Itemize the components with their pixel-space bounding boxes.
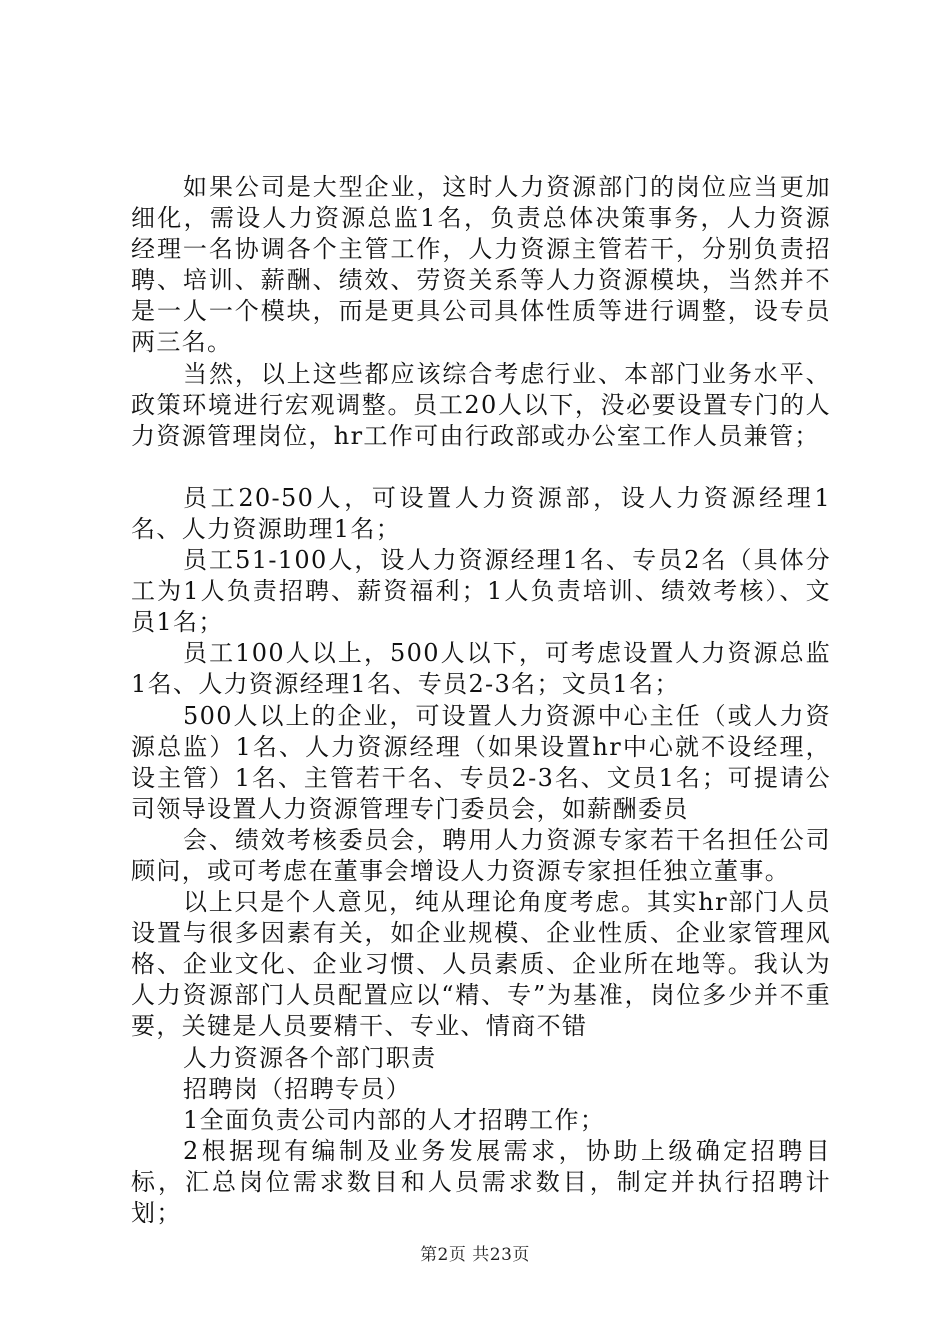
paragraph-staff-100-500: 员工100人以上，500人以下，可考虑设置人力资源总监1名、人力资源经理1名、专员2-3名；文员1名； <box>131 639 831 699</box>
section-heading-hr-duties: 人力资源各个部门职责 <box>183 1043 437 1072</box>
paragraph-macro-adjustment: 当然，以上这些都应该综合考虑行业、本部门业务水平、政策环境进行宏观调整。员工20人以下，没必要设置专门的人力资源管理岗位，hr工作可由行政部或办公室工作人员兼管； <box>131 359 831 450</box>
paragraph-staff-20-50: 员工20-50人，可设置人力资源部，设人力资源经理1名、人力资源助理1名； <box>131 483 831 543</box>
paragraph-committee-continued: 会、绩效考核委员会，聘用人力资源专家若干名担任公司顾问，或可考虑在董事会增设人力资源专家担任独立董事。 <box>131 825 831 885</box>
paragraph-spacer <box>131 452 831 483</box>
paragraph-staff-51-100: 员工51-100人，设人力资源经理1名、专员2名（具体分工为1人负责招聘、薪资福利；1人负责培训、绩效考核）、文员1名； <box>131 546 831 637</box>
document-body <box>131 172 831 1229</box>
section-heading-recruitment-post: 招聘岗（招聘专员） <box>183 1074 412 1103</box>
list-item-recruitment-duty-2: 2根据现有编制及业务发展需求，协助上级确定招聘目标，汇总岗位需求数目和人员需求数目，制定并执行招聘计划； <box>131 1136 831 1227</box>
paragraph-large-enterprise: 如果公司是大型企业，这时人力资源部门的岗位应当更加细化，需设人力资源总监1名，负责总体决策事务，人力资源经理一名协调各个主管工作，人力资源主管若干，分别负责招聘、培训、薪酬、绩效、劳资关系等人力资源模块，当然并不是一人一个模块，而是更具公司具体性质等进行调整，设专员两三名。 <box>131 173 831 357</box>
list-item-recruitment-duty-1: 1全面负责公司内部的人才招聘工作； <box>183 1105 606 1134</box>
paragraph-personal-opinion: 以上只是个人意见，纯从理论角度考虑。其实hr部门人员设置与很多因素有关，如企业规模、企业性质、企业家管理风格、企业文化、企业习惯、人员素质、企业所在地等。我认为人力资源部门人员配置应以“精、专”为基准，岗位多少并不重要，关键是人员要精干、专业、情商不错 <box>131 888 831 1041</box>
paragraph-staff-500-plus: 500人以上的企业，可设置人力资源中心主任（或人力资源总监）1名、人力资源经理（如果设置hr中心就不设经理，设主管）1名、主管若干名、专员2-3名、文员1名；可提请公司领导设置人力资源管理专门委员会，如薪酬委员 <box>131 701 831 823</box>
page-number-footer: 第2页 共23页 <box>420 1245 530 1265</box>
